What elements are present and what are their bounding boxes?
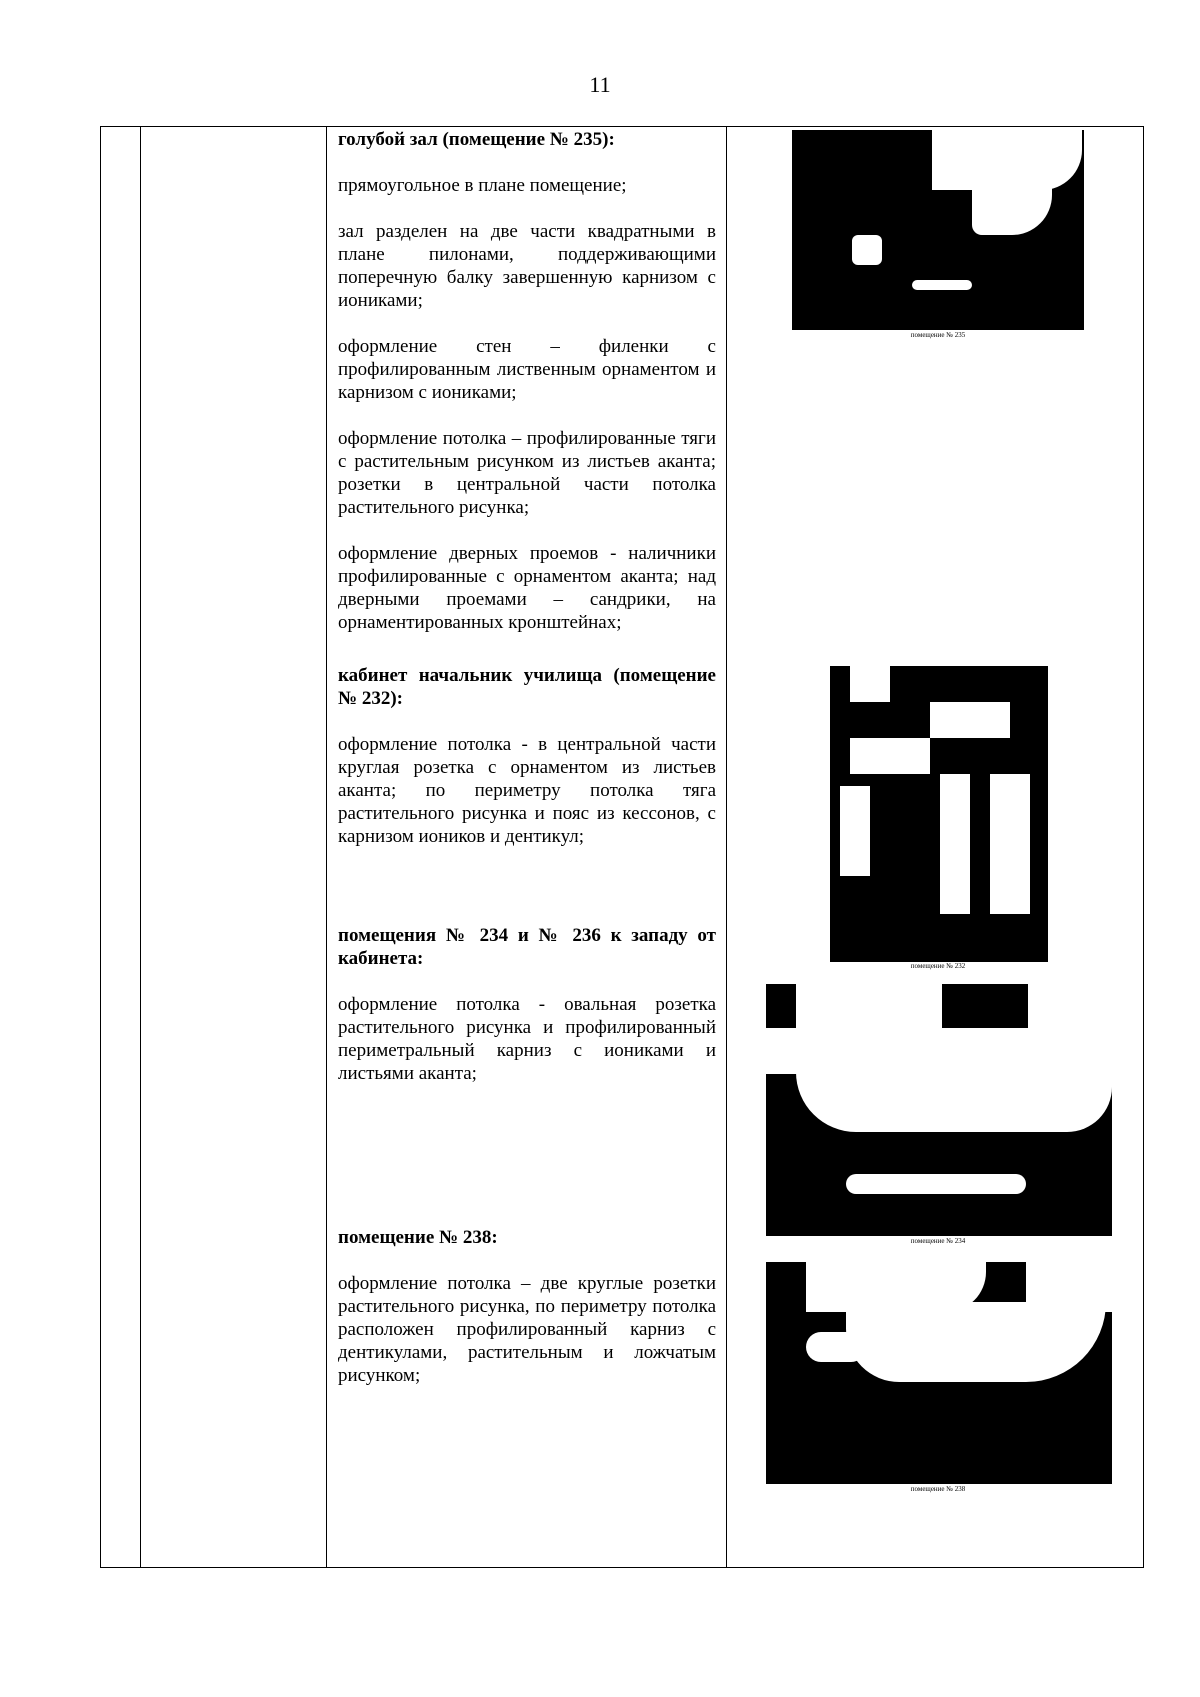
column-divider-1	[140, 126, 141, 1568]
paragraph: оформление потолка - в центральной части круглая розетка с орнаментом из листьев аканта; по периметру потолка тяга растительного рисунка и пояс из кессонов, с карнизом иоников и дентикул;	[338, 734, 716, 847]
photo-room-235	[792, 130, 1084, 330]
section-heading: помещения № 234 и № 236 к западу от кабинета:	[338, 925, 716, 969]
paragraph: оформление потолка - овальная розетка растительного рисунка и профилированный периметральный карниз с иониками и листьями аканта;	[338, 994, 716, 1084]
paragraph: зал разделен на две части квадратными в плане пилонами, поддерживающими поперечную балку завершенную карнизом с иониками;	[338, 221, 716, 311]
photo-caption: помещение № 232	[910, 962, 966, 970]
photo-room-232	[830, 666, 1048, 962]
section-room-238	[338, 1226, 716, 1387]
section-heading: голубой зал (помещение № 235):	[338, 129, 615, 150]
section-room-235	[338, 128, 716, 634]
photo-caption: помещение № 234	[910, 1237, 966, 1245]
paragraph: оформление потолка – две круглые розетки растительного рисунка, по периметру потолка расположен профилированный карниз с дентикулами, растительным и ложчатым рисунком;	[338, 1273, 716, 1386]
paragraph: оформление стен – филенки с профилированным лиственным орнаментом и карнизом с иониками;	[338, 336, 716, 403]
paragraph: прямоугольное в плане помещение;	[338, 175, 627, 196]
paragraph: оформление потолка – профилированные тяги с растительным рисунком из листьев аканта; розетки в центральной части потолка растительного рисунка;	[338, 428, 716, 518]
photo-caption: помещение № 238	[910, 1485, 966, 1493]
section-room-232	[338, 664, 716, 848]
column-divider-3	[726, 126, 727, 1568]
column-divider-2	[326, 126, 327, 1568]
section-heading: кабинет начальник училища (помещение № 232):	[338, 665, 716, 709]
paragraph: оформление дверных проемов - наличники профилированные с орнаментом аканта; над дверными проемами – сандрики, на орнаментированных кронштейнах;	[338, 543, 716, 633]
section-heading: помещение № 238:	[338, 1227, 498, 1248]
page-number: 11	[589, 72, 611, 97]
photo-caption: помещение № 235	[910, 331, 966, 339]
photo-room-238	[766, 1262, 1112, 1484]
photo-room-234	[766, 984, 1112, 1236]
section-rooms-234-236	[338, 924, 716, 1085]
